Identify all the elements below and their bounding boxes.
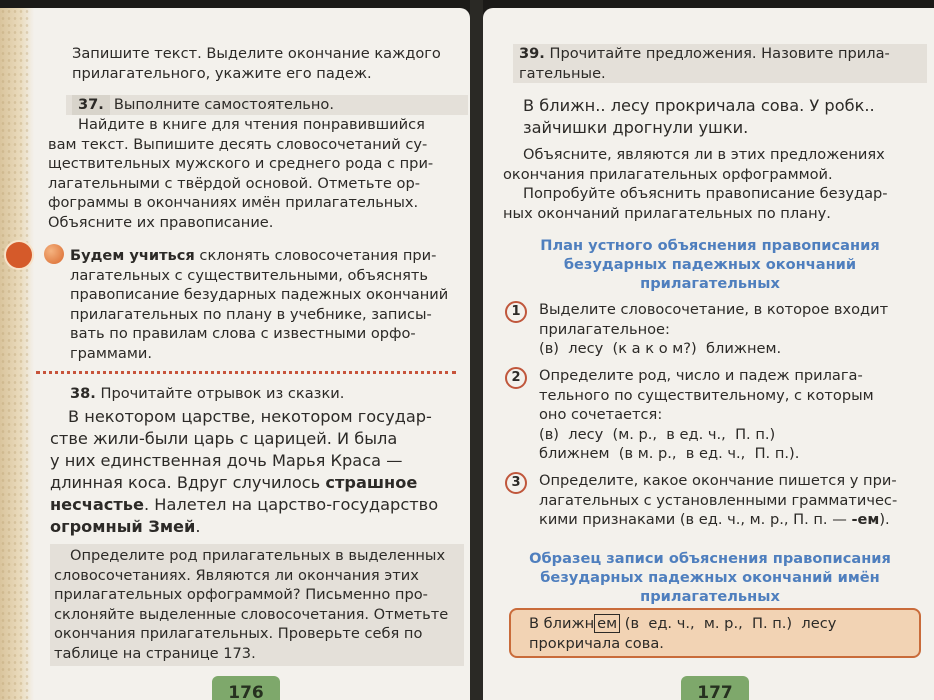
- highlighted-phrase: несчастье: [50, 495, 144, 514]
- exercise-38-heading: [70, 384, 462, 404]
- text-line: (в) лесу (м. р., в ед. ч., П. п.): [539, 425, 776, 443]
- text-line: прилагательное:: [539, 320, 670, 338]
- text-line: ществительных мужского и среднего рода с при-: [48, 155, 434, 173]
- text-line: фограммы в окончаниях имён прилагательных.: [48, 194, 419, 212]
- text-line: окончания прилагательных. Проверьте себя по: [54, 625, 423, 643]
- section-divider: [36, 371, 456, 374]
- text-line: ближнем (в м. р., в ед. ч., П. п.).: [539, 445, 800, 463]
- text-line: лагательными с твёрдой основой. Отметьте ор-: [48, 174, 421, 192]
- text-line: длинная коса. Вдруг случилось: [50, 473, 326, 492]
- ending-highlight: -ем: [851, 511, 880, 529]
- text-line: окончания прилагательных орфограммой.: [503, 165, 833, 183]
- exercise-39-heading: [513, 44, 927, 83]
- text-line: .: [195, 517, 201, 536]
- exercise-39-task: [503, 145, 919, 223]
- step-number-2: 2: [505, 367, 527, 389]
- page-edge-pattern: [0, 8, 30, 700]
- text-line: склоняйте выделенные словосочетания. Отметьте: [54, 605, 449, 623]
- step-number-3: 3: [505, 472, 527, 494]
- step-number-1: 1: [505, 301, 527, 323]
- text-line: Определите род прилагательных в выделенных: [70, 547, 446, 564]
- exercise-title: гательные.: [519, 64, 606, 82]
- text-line: тельного по существительному, с которым: [539, 386, 874, 404]
- text-line: Объясните, являются ли в этих предложениях: [523, 146, 885, 163]
- sample-heading: [503, 549, 917, 606]
- text-line: В ближн: [529, 615, 595, 632]
- exercise-37-body: [48, 115, 460, 233]
- text-line: вам текст. Выпишите десять словосочетаний су-: [48, 135, 428, 153]
- text-line: Объясните их правописание.: [48, 213, 274, 231]
- exercise-number: 39.: [519, 45, 545, 62]
- text-line: Определите, какое окончание пишется у при-: [539, 472, 897, 489]
- page-number: 177: [681, 676, 749, 700]
- exercise-38-task: [50, 544, 464, 666]
- text-line: у них единственная дочь Марья Краса —: [50, 451, 403, 470]
- text-line: прилагательных орфограммой? Письменно про-: [54, 586, 428, 604]
- text-line: План устного объяснения правописания: [540, 237, 880, 254]
- intro-text: [72, 44, 462, 83]
- text-line: безударных падежных окончаний: [563, 256, 857, 273]
- text-line: вать по правилам слова с известными орфо-: [70, 325, 416, 343]
- text-line: прилагательного, укажите его падеж.: [72, 64, 372, 82]
- text-line: прокричала сова.: [529, 634, 664, 652]
- exercise-number: 37.: [72, 95, 110, 115]
- plan-step-1: [539, 300, 919, 359]
- learning-goal-heading: Будем учиться: [70, 247, 195, 264]
- plan-step-3: [539, 471, 919, 530]
- text-line: стве жили-были царь с царицей. И была: [50, 429, 398, 448]
- exercise-title: Выполните самостоятельно.: [113, 96, 334, 113]
- text-line: Найдите в книге для чтения понравившийся: [78, 116, 425, 133]
- text-line: Выделите словосочетание, в которое входит: [539, 301, 889, 318]
- page-number: 176: [212, 676, 280, 700]
- left-page: [0, 8, 470, 700]
- learning-goal-icon: [44, 244, 64, 264]
- text-line: зайчишки дрогнули ушки.: [523, 118, 749, 137]
- example-sentences: [523, 95, 923, 139]
- text-line: лагательных с установленными грамматичес-: [539, 491, 898, 509]
- section-marker-icon: [4, 240, 34, 270]
- text-line: правописание безударных падежных окончаний: [70, 286, 449, 304]
- text-line: Определите род, число и падеж прилага-: [539, 367, 863, 384]
- text-line: прилагательных по плану в учебнике, записы-: [70, 305, 432, 323]
- text-line: граммами.: [70, 344, 152, 362]
- plan-heading: [503, 236, 917, 293]
- exercise-title: Прочитайте предложения. Назовите прила-: [549, 45, 890, 62]
- exercise-number: 38.: [70, 385, 96, 402]
- text-line: кими признаками (в ед. ч., м. р., П. п. —: [539, 511, 852, 529]
- right-page: [483, 8, 934, 700]
- text-line: таблице на странице 173.: [54, 644, 256, 662]
- text-line: ).: [879, 511, 890, 529]
- sample-record-box: [509, 608, 921, 658]
- text-line: . Налетел на царство-государство: [144, 495, 439, 514]
- text-line: В некотором царстве, некотором государ-: [68, 407, 432, 426]
- text-line: безударных падежных окончаний имён: [540, 569, 880, 586]
- text-line: прилагательных: [640, 588, 780, 605]
- text-line: прилагательных: [640, 275, 780, 292]
- ending-box: ем: [594, 614, 620, 633]
- text-line: Образец записи объяснения правописания: [529, 550, 891, 567]
- plan-step-2: [539, 366, 919, 464]
- book-gutter: [470, 0, 483, 700]
- text-line: В ближн.. лесу прокричала сова. У робк..: [523, 96, 875, 115]
- highlighted-phrase: огромный Змей: [50, 517, 196, 536]
- text-line: Запишите текст. Выделите окончание каждого: [72, 45, 441, 62]
- text-line: словосочетаниях. Являются ли окончания этих: [54, 566, 419, 584]
- text-line: оно сочетается:: [539, 406, 663, 424]
- text-line: лагательных с существительными, объяснять: [70, 266, 428, 284]
- learning-goal: [70, 246, 462, 364]
- text-line: (в) лесу (к а к о м?) ближнем.: [539, 340, 782, 358]
- fairy-tale-excerpt: [50, 406, 462, 538]
- text-line: ных окончаний прилагательных по плану.: [503, 204, 831, 222]
- text-line: Попробуйте объяснить правописание безудар-: [523, 185, 888, 203]
- text-line: (в ед. ч., м. р., П. п.) лесу: [620, 615, 837, 632]
- highlighted-phrase: страшное: [325, 473, 418, 492]
- text-line: склонять словосочетания при-: [194, 247, 437, 264]
- exercise-37: [66, 95, 468, 115]
- exercise-title: Прочитайте отрывок из сказки.: [100, 385, 345, 402]
